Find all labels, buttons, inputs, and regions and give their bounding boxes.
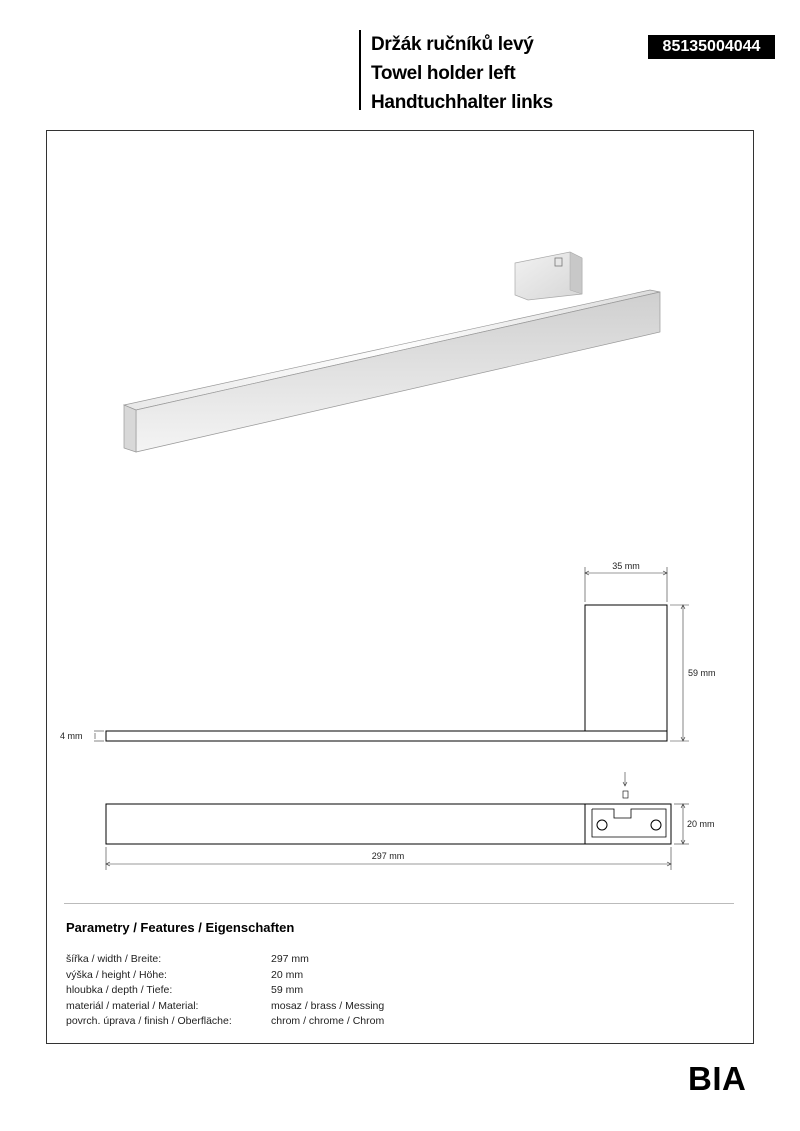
feature-value: 20 mm	[271, 968, 304, 981]
feature-label: hloubka / depth / Tiefe:	[66, 984, 173, 996]
title-english: Towel holder left	[371, 63, 516, 84]
feature-row	[66, 1014, 384, 1030]
dim-height-right: 59 mm	[688, 668, 716, 678]
feature-value: 59 mm	[271, 984, 304, 996]
feature-label: šířka / width / Breite:	[66, 953, 162, 965]
title-german: Handtuchhalter links	[371, 92, 553, 113]
dim-width-top: 35 mm	[612, 561, 640, 571]
feature-row	[66, 999, 384, 1015]
dim-depth-right: 20 mm	[687, 819, 715, 829]
dimension-lines	[94, 567, 689, 741]
feature-value: mosaz / brass / Messing	[271, 999, 385, 1012]
feature-label: materiál / material / Material:	[66, 999, 199, 1012]
title-czech: Držák ručníků levý	[371, 34, 534, 55]
feature-label: výška / height / Höhe:	[66, 968, 167, 981]
feature-row	[66, 968, 384, 984]
feature-label: povrch. úprava / finish / Oberfläche:	[66, 1015, 232, 1027]
product-code-badge: 85135004044	[648, 35, 775, 59]
features-table	[66, 952, 384, 1030]
dim-length: 297 mm	[371, 851, 405, 861]
feature-row	[66, 952, 384, 968]
top-view	[106, 791, 671, 844]
features-divider	[64, 903, 734, 904]
feature-value: 297 mm	[271, 953, 309, 965]
features-title: Parametry / Features / Eigenschaften	[66, 920, 295, 935]
dim-thickness: 4 mm	[60, 731, 83, 741]
feature-value: chrom / chrome / Chrom	[271, 1015, 385, 1027]
feature-row	[66, 983, 384, 999]
side-view	[106, 605, 667, 741]
brand-logo: BIA	[688, 1060, 747, 1097]
product-illustration	[124, 252, 660, 452]
